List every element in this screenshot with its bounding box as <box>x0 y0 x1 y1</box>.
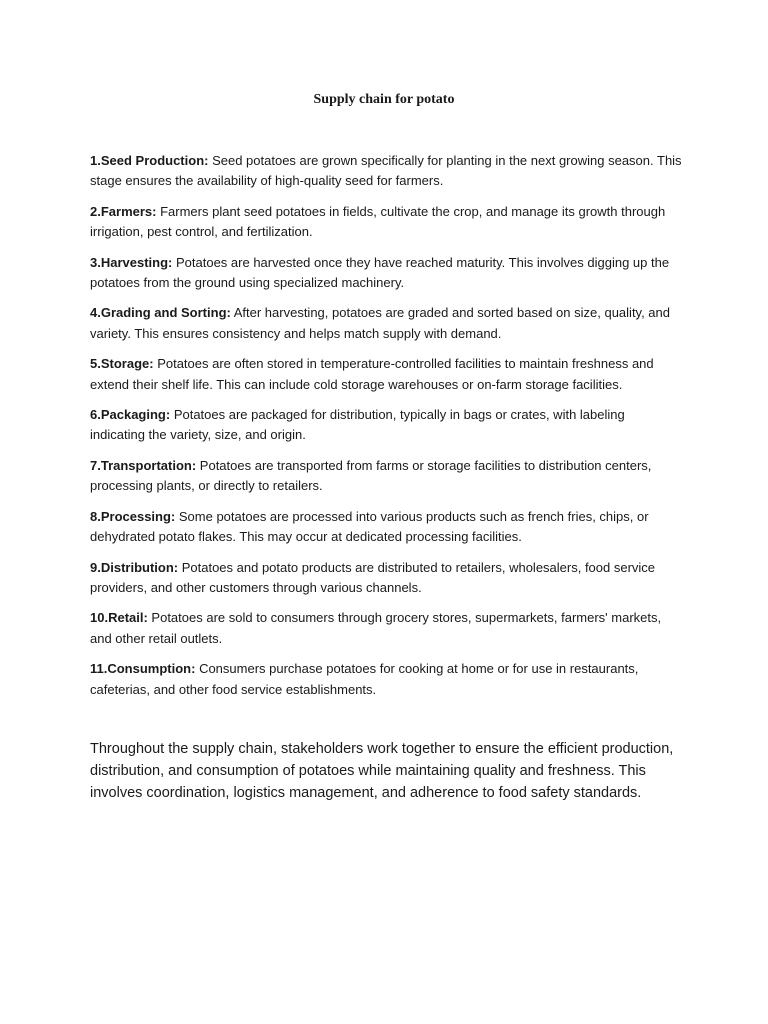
step-text: Potatoes are harvested once they have reached maturity. This involves digging up the potatoes from the ground using specialized machinery. <box>90 254 670 291</box>
step-farmers <box>90 202 682 243</box>
step-label: 8.Processing: <box>90 508 176 524</box>
step-harvesting <box>90 253 682 294</box>
step-consumption <box>90 659 682 700</box>
step-label: 10.Retail: <box>90 610 148 626</box>
step-text: Farmers plant seed potatoes in fields, cultivate the crop, and manage its growth through irrigation, pest control, and fertilization. <box>90 203 666 240</box>
step-text: After harvesting, potatoes are graded and sorted based on size, quality, and variety. This ensures consistency and helps match supply with demand. <box>90 305 670 341</box>
step-transportation <box>90 456 682 497</box>
step-text: Some potatoes are processed into various products such as french fries, chips, or dehydrated potato flakes. This may occur at dedicated processing facilities. <box>90 508 649 545</box>
step-processing <box>90 507 682 548</box>
step-label: 2.Farmers: <box>90 203 157 219</box>
step-label: 1.Seed Production: <box>90 153 209 168</box>
step-label: 4.Grading and Sorting: <box>90 305 231 321</box>
step-text: Potatoes are packaged for distribution, typically in bags or crates, with labeling indicating the variety, size, and origin. <box>90 407 625 443</box>
step-seed-production <box>90 151 682 192</box>
step-text: Potatoes are transported from farms or storage facilities to distribution centers, processing plants, or directly to retailers. <box>90 457 652 494</box>
step-distribution <box>90 558 682 599</box>
step-retail <box>90 608 682 649</box>
step-label: 6.Packaging: <box>90 407 171 423</box>
supply-chain-steps-list <box>90 151 682 710</box>
step-label: 11.Consumption: <box>90 661 196 677</box>
step-storage <box>90 354 682 395</box>
step-packaging <box>90 405 682 446</box>
step-grading-and-sorting <box>90 303 682 344</box>
step-text: Potatoes are sold to consumers through grocery stores, supermarkets, farmers' markets, and other retail outlets. <box>90 610 662 646</box>
step-label: 9.Distribution: <box>90 559 179 575</box>
step-label: 5.Storage: <box>90 356 154 372</box>
step-text: Potatoes and potato products are distributed to retailers, wholesalers, food service providers, and other customers through various channels. <box>90 559 656 595</box>
page-title: Supply chain for potato <box>313 92 455 107</box>
step-label: 7.Transportation: <box>90 457 197 473</box>
step-label: 3.Harvesting: <box>90 254 173 270</box>
step-text: Potatoes are often stored in temperature-controlled facilities to maintain freshness and extend their shelf life. This can include cold storage warehouses or on-farm storage facilities. <box>90 356 654 392</box>
step-text: Seed potatoes are grown specifically for planting in the next growing season. This stage ensures the availability of high-quality seed for farmers. <box>90 153 682 189</box>
step-text: Consumers purchase potatoes for cooking at home or for use in restaurants, cafeterias, and other food service establishments. <box>90 661 639 697</box>
summary-paragraph: Throughout the supply chain, stakeholders work together to ensure the efficient production, distribution, and consumption of potatoes while maintaining quality and freshness. This involves coordination, logistics management, and adherence to food safety standards. <box>90 741 674 801</box>
